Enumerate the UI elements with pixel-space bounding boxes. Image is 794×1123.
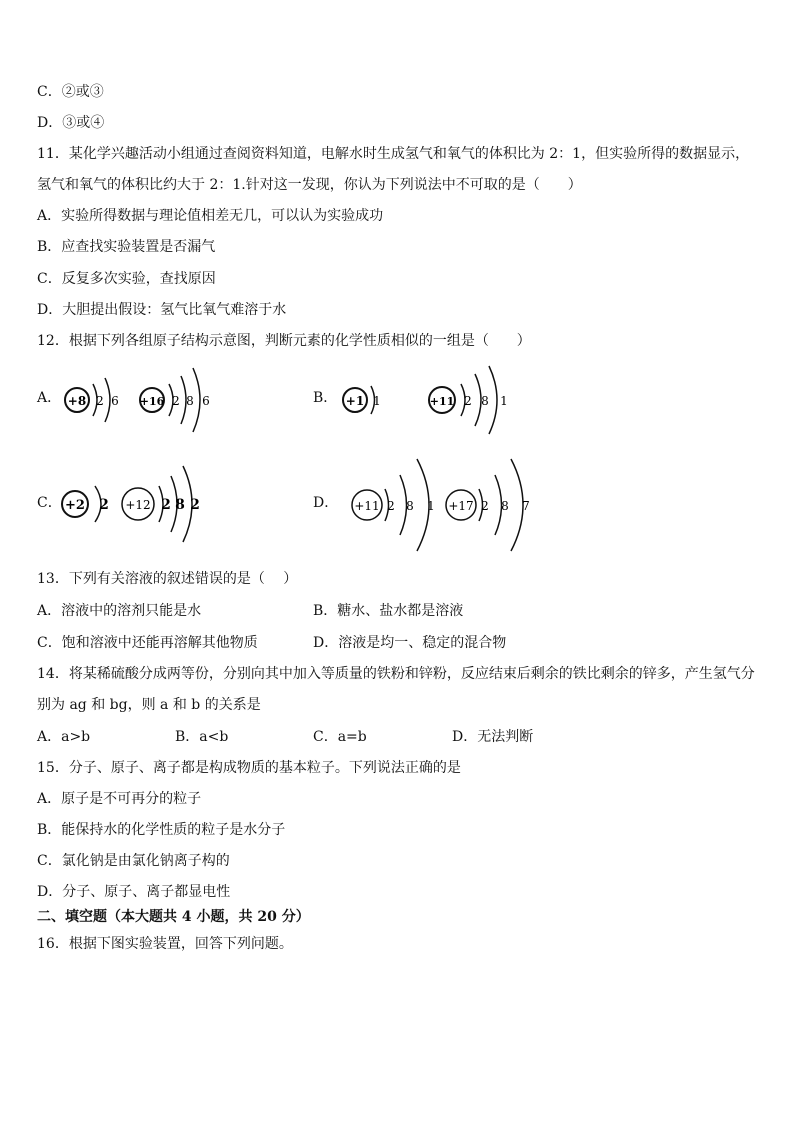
question-13-option-c: C．饱和溶液中还能再溶解其他物质 xyxy=(37,635,258,651)
question-14-option-b: B．a<b xyxy=(175,729,229,745)
shell-electron-count: 2 xyxy=(161,497,171,513)
question-12-label-c: C． xyxy=(37,495,62,511)
electron-shell-arc xyxy=(193,368,200,432)
question-11-stem: 11．某化学兴趣活动小组通过查阅资料知道，电解水时生成氢气和氧气的体积比为 2：1，但实验所得的数据显示，氢气和氧气的体积比约大于 2：1.针对这一发现，你认为下列说法中不可取的是（ ） xyxy=(37,146,750,193)
nucleus-charge: +12 xyxy=(125,498,151,512)
question-12-stem: 12．根据下列各组原子结构示意图，判断元素的化学性质相似的一组是（ ） xyxy=(37,333,531,349)
shell-electron-count: 8 xyxy=(481,394,489,408)
question-13-stem: 13．下列有关溶液的叙述错误的是（ ） xyxy=(37,571,298,587)
question-14-stem: 14．将某稀硫酸分成两等份，分别向其中加入等质量的铁粉和锌粉，反应结束后剩余的铁比剩余的锌多，产生氢气分别为 ag 和 bg，则 a 和 b 的关系是 xyxy=(37,666,755,713)
shell-electron-count: 6 xyxy=(202,394,210,408)
question-15-stem: 15．分子、原子、离子都是构成物质的基本粒子。下列说法正确的是 xyxy=(37,760,461,776)
question-11-option-c: C．反复多次实验，查找原因 xyxy=(37,271,216,287)
question-13-option-d: D．溶液是均一、稳定的混合物 xyxy=(313,635,507,651)
nucleus-charge: +11 xyxy=(429,395,455,408)
shell-electron-count: 1 xyxy=(500,394,508,408)
question-14-option-c: C．a=b xyxy=(313,729,367,745)
question-15-option-b: B．能保持水的化学性质的粒子是水分子 xyxy=(37,822,286,838)
shell-electron-count: 7 xyxy=(522,499,530,513)
option-d: D．③或④ xyxy=(37,115,105,131)
shell-electron-count: 2 xyxy=(190,497,200,513)
question-13-option-b: B．糖水、盐水都是溶液 xyxy=(313,603,464,619)
nucleus-charge: +11 xyxy=(354,499,380,513)
question-12-label-b: B． xyxy=(313,390,338,406)
question-12-label-a: A． xyxy=(37,390,62,406)
question-14-option-d: D．无法判断 xyxy=(452,729,534,745)
electron-shell-arc xyxy=(475,374,481,426)
nucleus-charge: +16 xyxy=(139,395,165,408)
question-11-option-b: B．应查找实验装置是否漏气 xyxy=(37,239,216,255)
shell-electron-count: 2 xyxy=(387,499,395,513)
question-11-option-d: D．大胆提出假设：氢气比氧气难溶于水 xyxy=(37,302,287,318)
atom-diagram-a xyxy=(55,360,225,440)
shell-electron-count: 2 xyxy=(172,394,180,408)
atom-diagram-b xyxy=(335,360,525,440)
question-11-option-a: A．实验所得数据与理论值相差无几，可以认为实验成功 xyxy=(37,208,384,224)
shell-electron-count: 1 xyxy=(427,499,435,513)
question-15-option-c: C．氯化钠是由氯化钠离子构的 xyxy=(37,853,230,869)
electron-shell-arc xyxy=(489,366,497,434)
nucleus-charge: +17 xyxy=(448,499,474,513)
question-15-option-a: A．原子是不可再分的粒子 xyxy=(37,791,202,807)
shell-electron-count: 8 xyxy=(175,497,185,513)
nucleus-charge: +8 xyxy=(67,394,87,408)
question-15-option-d: D．分子、原子、离子都显电性 xyxy=(37,884,231,900)
shell-electron-count: 1 xyxy=(373,394,381,408)
shell-electron-count: 2 xyxy=(464,394,472,408)
shell-electron-count: 6 xyxy=(111,394,119,408)
shell-electron-count: 2 xyxy=(99,497,109,513)
shell-electron-count: 2 xyxy=(481,499,489,513)
shell-electron-count: 8 xyxy=(186,394,194,408)
electron-shell-arc xyxy=(105,378,110,422)
nucleus-charge: +2 xyxy=(65,498,85,513)
question-12-label-d: D． xyxy=(313,495,339,511)
question-16-stem: 16．根据下图实验装置，回答下列问题。 xyxy=(37,936,293,952)
atom-diagram-d xyxy=(345,455,540,555)
section-heading: 二、填空题（本大题共 4 小题，共 20 分） xyxy=(37,909,310,925)
shell-electron-count: 8 xyxy=(501,499,509,513)
shell-electron-count: 8 xyxy=(406,499,414,513)
question-13-option-a: A．溶液中的溶剂只能是水 xyxy=(37,603,202,619)
question-14-option-a: A．a>b xyxy=(37,729,91,745)
option-c: C．②或③ xyxy=(37,84,104,100)
atom-diagram-c xyxy=(55,462,215,546)
nucleus-charge: +1 xyxy=(345,394,365,408)
shell-electron-count: 2 xyxy=(96,394,104,408)
